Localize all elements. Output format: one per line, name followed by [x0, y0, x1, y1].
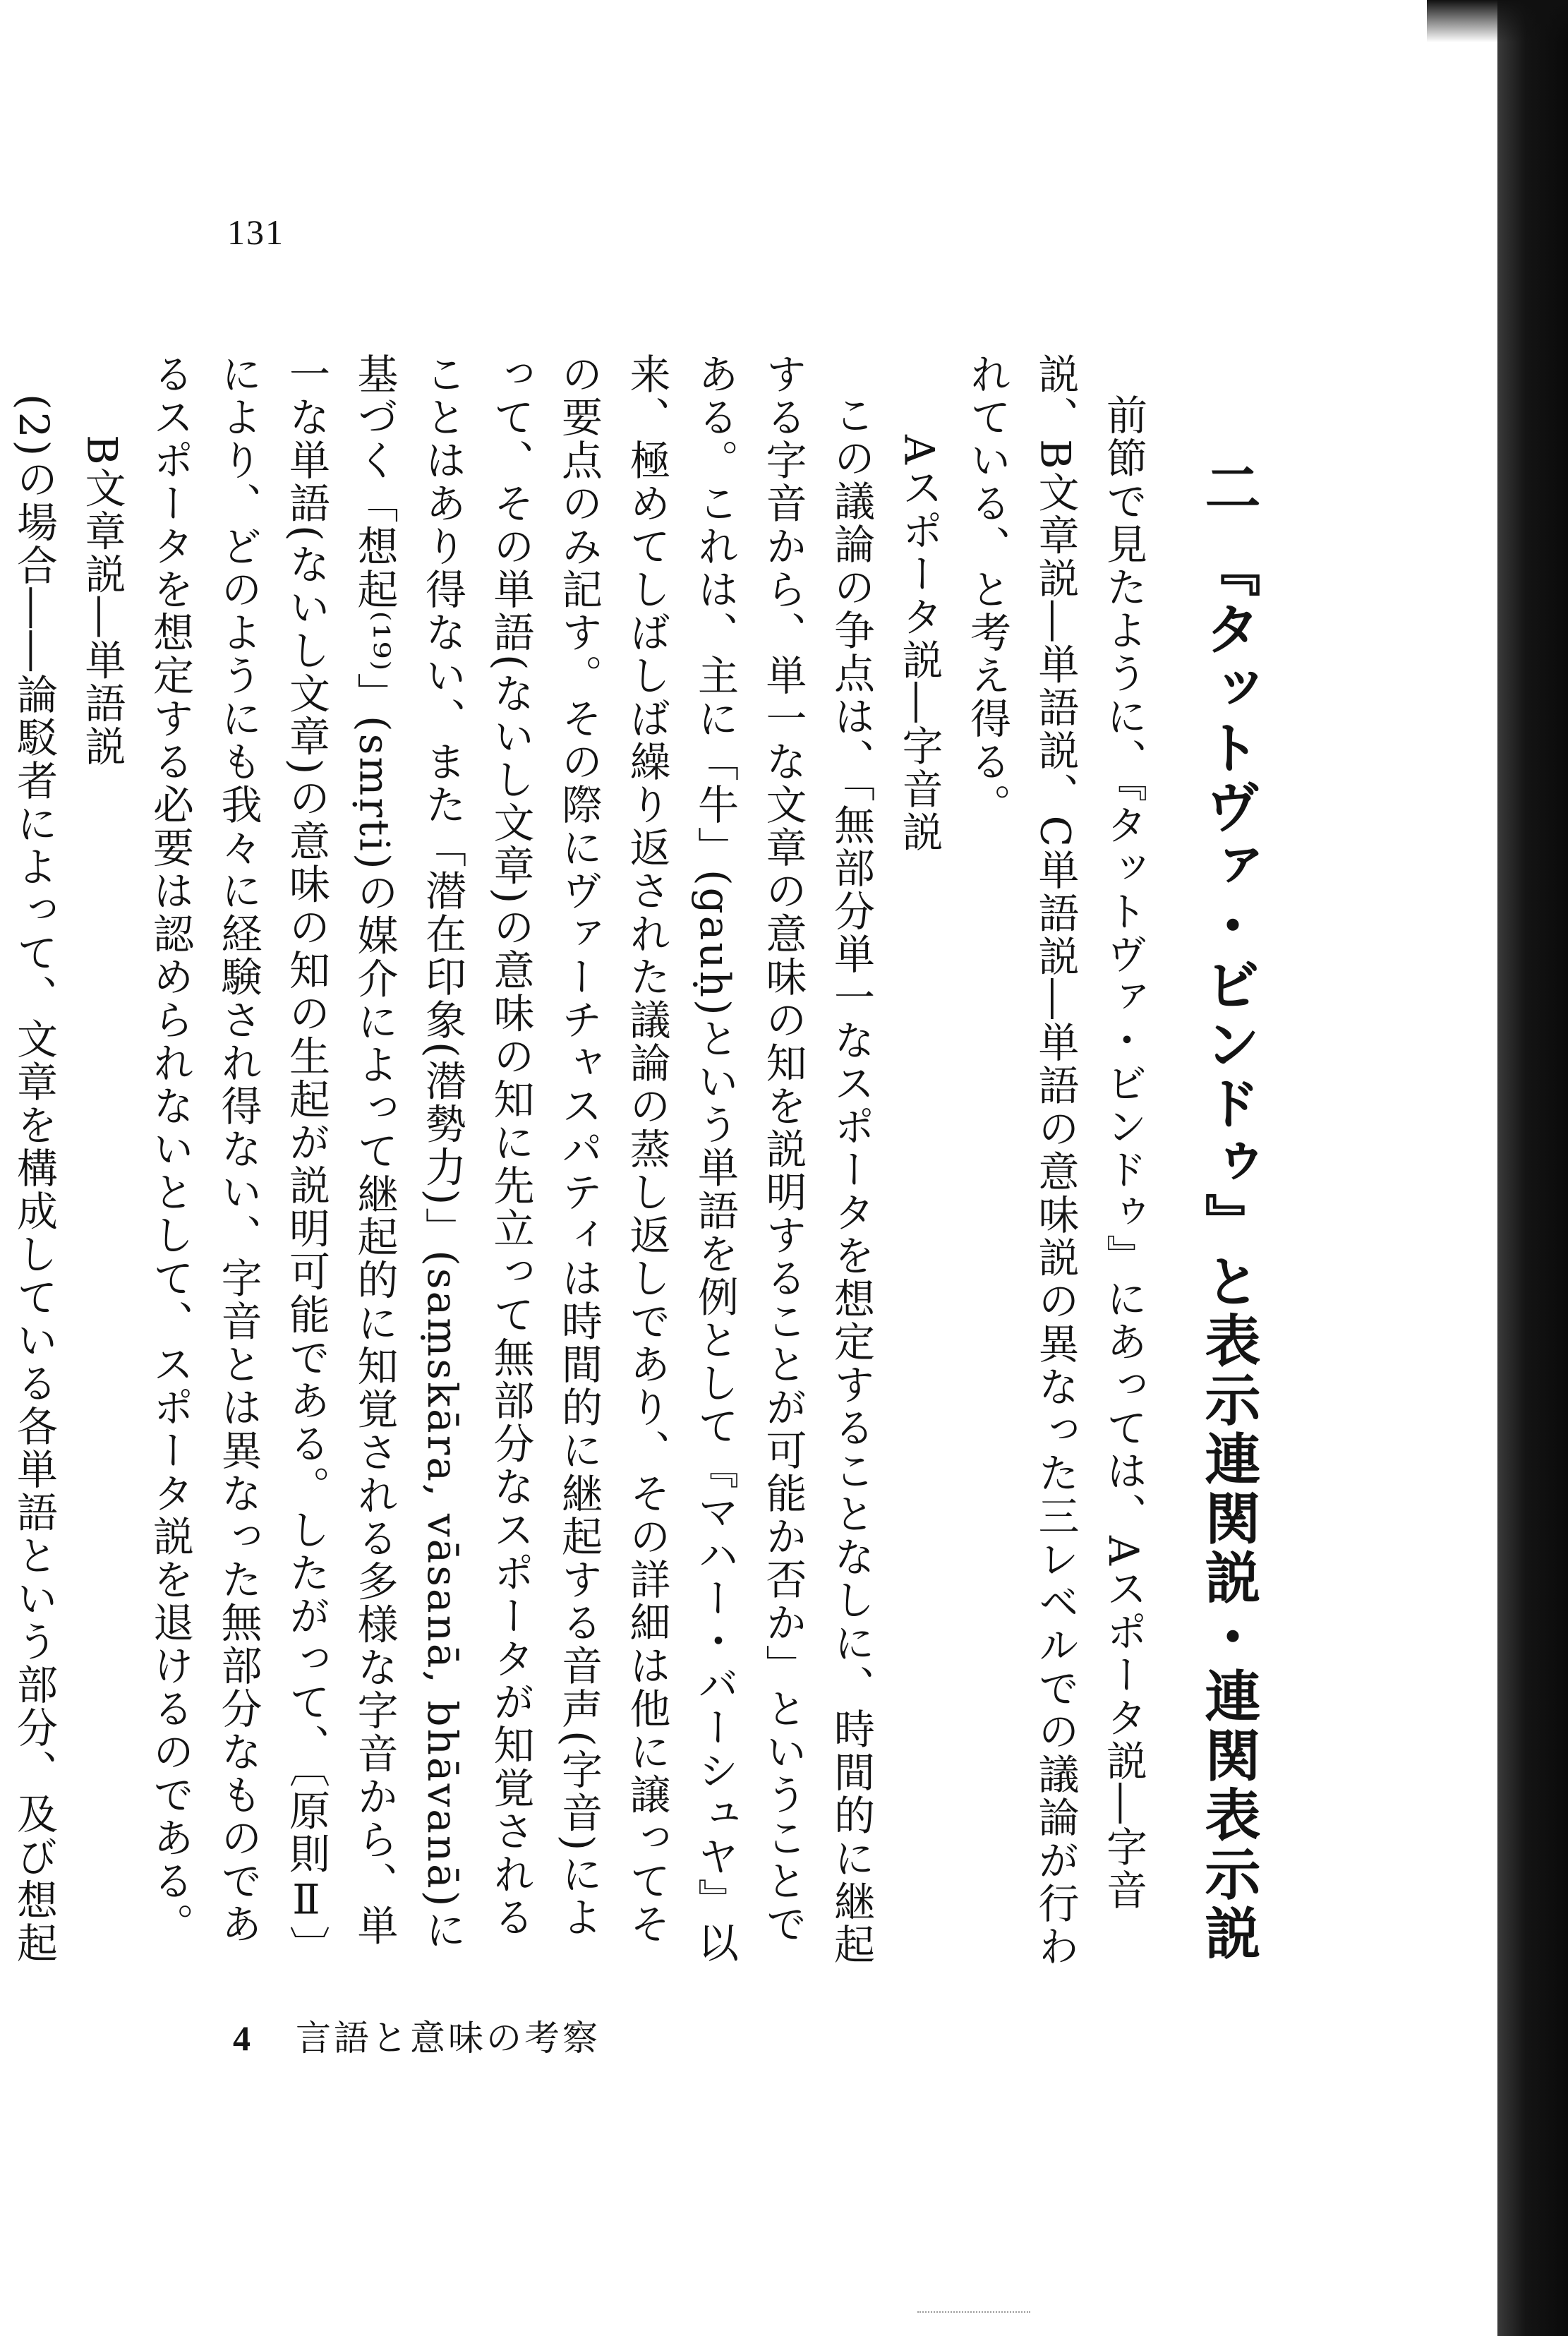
subheading-a: Aスポータ説―字音説 [895, 435, 943, 854]
page-number: 131 [227, 212, 284, 252]
section-heading: 二 『タットヴァ・ビンドゥ』と表示連関説・連関表示説 [1195, 459, 1261, 1964]
chapter-footer [233, 2010, 601, 2061]
vertical-body-text [10, 353, 1270, 1969]
scan-edge-corner [1427, 0, 1568, 42]
paragraph-a: この議論の争点は、「無部分単一なスポータを想定することなしに、時間的に継起する字音から、単一な文章の意味の知を説明することが可能か否か」ということである。これは、主に「牛」(gauḥ)という単語を例として『マハー・バーシュヤ』以来、極めてしばしば繰り返された議論の蒸し返しであり、その詳細は他に譲ってその要点のみ記す。その際にヴァーチャスパティは時間的に継起する音声(字音)によって、その単語(ないし文章)の意味の知に先立って無部分なスポータが知覚されることはあり得ない、また「潜在印象(潜勢力)」(saṃskāra, vāsanā, bhāvanā)に基づく「想起⁽¹⁹⁾」(smṛti)の媒介によって継起的に知覚される多様な字音から、単一な単語(ないし文章)の意味の知の生起が説明可能である。したがって、〔原則Ⅱ〕により、どのようにも我々に経験され得ない、字音とは異なった無部分なものであるスポータを想定する必要は認められないとして、スポータ説を退けるのである。 [146, 353, 875, 1969]
chapter-number: 4 [233, 2018, 253, 2058]
chapter-title: 言語と意味の考察 [296, 2018, 601, 2059]
paragraph-intro: 前節で見たように、『タットヴァ・ビンドゥ』にあっては、Aスポータ説―字音説、B文章説―単語説、C単語説―単語の意味説の異なった三レベルでの議論が行われている、と考え得る。 [963, 353, 1147, 1968]
scan-artifact-dots [917, 2311, 1030, 2314]
paragraph-b: (2)の場合――論駁者によって、文章を構成している各単語という部分、及び想起 [10, 394, 58, 1965]
scan-edge-shadow [1497, 0, 1568, 2336]
subheading-b: B文章説―単語説 [78, 435, 126, 769]
